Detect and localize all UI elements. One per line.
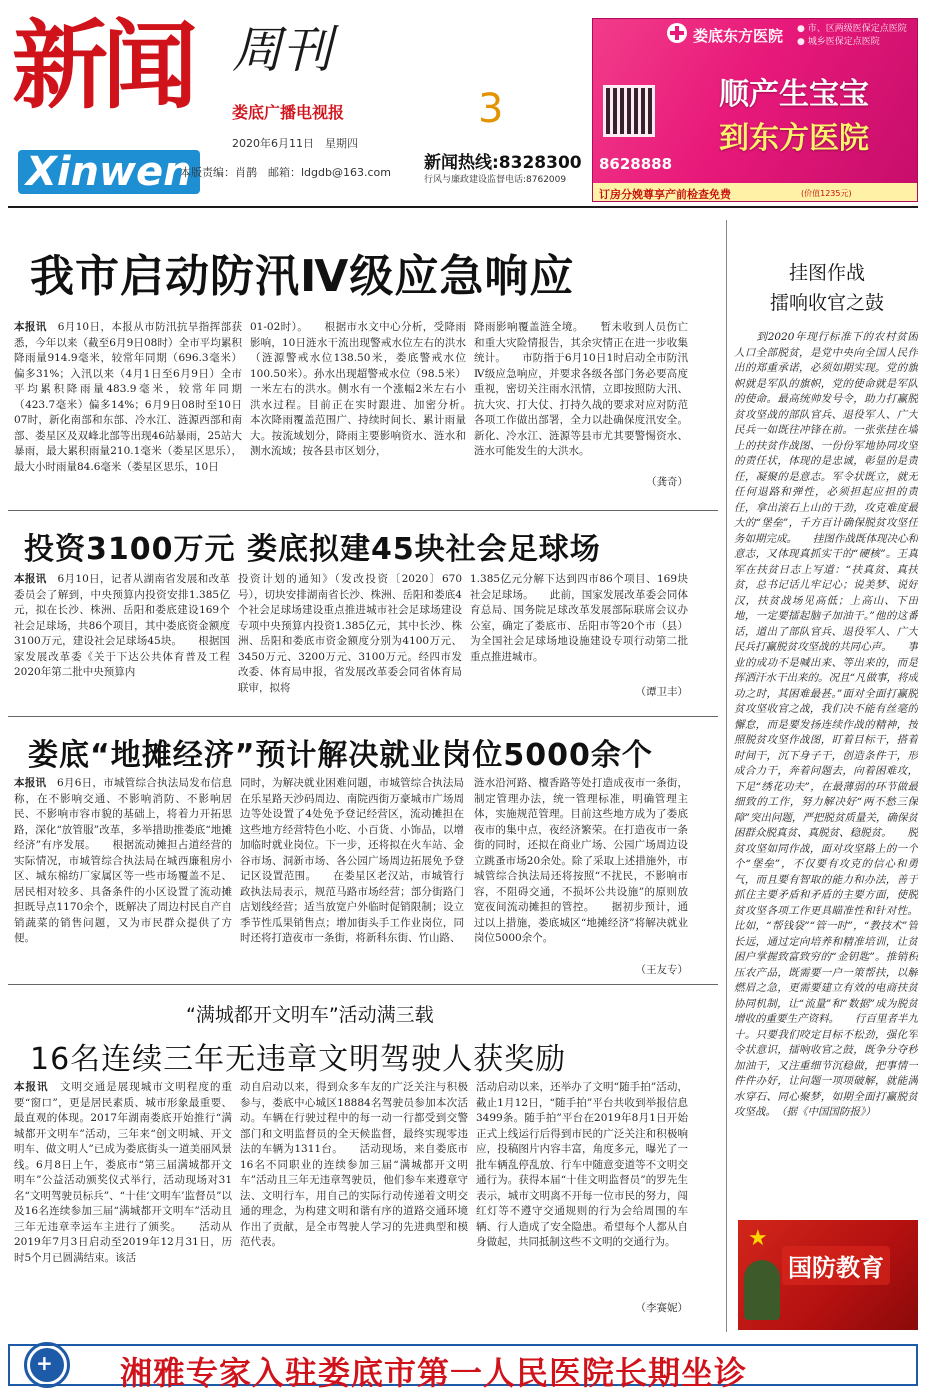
cross-icon: + <box>36 1351 53 1375</box>
article3-col3: 涟水沿河路、檀香路等处打造成夜市一条街，制定管理办法，统一管理标准，明确管理主体，实施规范管理。目前这些地方成为了娄底夜市的集中点，夜经济繁荣。在打造夜市一条街的同时，还拟在商业广场、公园广场周边设立跳蚤市场20余处。除了采取上述措施外，市城管综合执法局还将按照“不扰民，不影响市容，不阻碍交通，不损坏公共设施”的原则放宽夜间流动摊担的管控。 据初步预计，通过以上措施，娄底城区“地摊经济”将解决就业岗位5000余个。 <box>474 777 688 944</box>
ad-tag: ● 市、区两级医保定点医院 <box>797 24 907 34</box>
article-lead: 本报讯 <box>14 1081 49 1093</box>
ad-tag: ● 城乡医保定点医院 <box>797 37 880 47</box>
masthead-date: 2020年6月11日 星期四 <box>232 137 358 150</box>
article1-col1 <box>14 320 242 496</box>
article2-byline: （谭卫丰） <box>635 686 688 698</box>
masthead-editor: 本版责编：肖鹊 邮箱：ldgdb@163.com <box>180 166 391 179</box>
section-divider <box>8 984 718 985</box>
defense-label: 国防教育 <box>782 1246 890 1285</box>
defense-education-badge <box>738 1220 918 1330</box>
sidebar-body: 到2020年现行标准下的农村贫困人口全部脱贫，是党中央向全国人民作出的郑重承诺，必须如期实现。党的旗帜就是军队的旗帜，党的使命就是军队的使命。最高统帅发号令，助力打赢脱贫攻坚战的部队官兵、退役军人、广大民兵一如既往冲锋在前。一张张挂在墙上的扶贫作战图、一份份军地协同攻坚的责任状，体现的是忠诚，彰显的是责任，凝聚的是意志。军令状既立，就无任何退路和弹性，必须担起应担的责任，拿出滚石上山的干劲，攻克难度最大的“堡垒”，千方百计确保脱贫攻坚任务如期完成。 挂图作战既体现决心和意志，又体现真抓实干的“硬核”。王真军在扶贫日志上写道：“扶真贫、真扶贫，总书记话儿牢记心；说美梦、说好汉，扶贫战场见高低；上高山、下田地，一定要擂起脑子加油干。”他的这番话，道出了部队官兵、退役军人、广大民兵打赢脱贫攻坚战的共同心声。 事业的成功不是喊出来、等出来的，而是挥洒汗水干出来的。况且“凡做事，将成功之时，其困难最甚。”面对全面打赢脱贫攻坚收官之战，我们决不能有丝毫的懈怠，而是要发扬连续作战的精神，按照脱贫攻坚作战图，盯着目标干，搭着时间干，沉下身子干，创造条件干，形成合力干，奔着问题去，向着困难攻，下足“绣花功夫”，在最薄弱的环节做最细致的工作，努力解决好“两不愁三保障”突出问题，严把脱贫质量关，确保贫困群众脱真贫、真脱贫、稳脱贫。 脱贫攻坚如同作战，面对攻坚路上的一个个“堡垒”，不仅要有攻克的信心和勇气，而且要有智取的能力和办法，善于抓住主要矛盾和矛盾的主要方面，使脱贫攻坚各项工作更具瞄准性和针对性。比如，“帮钱袋”“管一时”，“教技术”管长远，通过定向培养和精准培训，让贫困户掌握致富致穷的“金钥匙”。推销积压农产品，既需要一户一策帮扶，以解燃眉之急，更需要建立有效的电商扶贫协同机制，让“流量”和“数据”成为脱贫增收的重要生产资料。 行百里者半九十。只要我们咬定目标不松劲，强化军令状意识，擂响收官之鼓，既争分夺秒加油干，又注重细节沉稳做，把事情一件件办好，让问题一项项破解，就能满水穿石、同心聚梦，如期全面打赢脱贫攻坚战。 （据《中国国防报》） <box>734 331 918 1118</box>
article-lead: 本报讯 <box>14 777 47 789</box>
hospital-logo-icon <box>30 1348 64 1382</box>
article2-headline: 投资3100万元 娄底拟建45块社会足球场 <box>24 532 601 567</box>
section-divider <box>8 716 718 717</box>
masthead-rule <box>8 206 918 208</box>
sidebar-title <box>734 258 920 318</box>
article2-col2: 投资计划的通知》（发改投资〔2020〕670号），切块安排湖南省长沙、株洲、岳阳和娄底4个社会足球场建设重点推进城市社会足球场建设专项中央预算内投资1.385亿元，其中长沙、株洲、岳阳和娄底市资金额度分别为4100万元、3450万元、3200万元、3100万元。经四市发改委、体育局申报，省发展改革委会同省体育局联审，拟将 <box>238 573 462 694</box>
star-icon: ★ <box>748 1226 768 1251</box>
sidebar-title-line: 擂响收官之鼓 <box>769 292 884 314</box>
article3-col2: 同时，为解决就业困难问题，市城管综合执法局在乐星路天沙码周边、南院西街万豪城市广场周边等处设置了4处免予登记经营区，流动摊担在这些地方经营特色小吃、小百货、小饰品，以增加临时就业岗位。下一步，还将拟在火车站、金谷市场、洞新市场、各公园广场周边拓展免予登记区设置范围。 在娄星区老汉站，市城管行政执法局表示，规范马路市场经营；部分街路门店划线经营；适当放宽户外临时促销限制；设立季节性瓜果销售点；增加街头手工作业岗位，同时还将打造夜市一条街，将新科东街、竹山路、 <box>240 777 464 944</box>
sidebar-title-line: 挂图作战 <box>788 262 865 284</box>
article-text: 文明交通是展现城市文明程度的重要“窗口”，更是居民素质、城市形象最重要、最直观的体现。2017年湖南娄底开始推行“满城都开文明车”活动，三年来“创文明城、开文明车、做文明人”已成为娄底街头一道美丽风景线。6月8日上午，娄底市“第三届满城都开文明车”公益活动颁奖仪式举行，活动现场对31名“文明驾驶员标兵”、“十佳‘文明车’监督员”以及16名连续参加三届“满城都开文明车”活动且三年无违章幸运车主进行了颁奖。 活动从2019年7月3日启动至2019年12月31日，历时5个月已圆满结束。该活 <box>14 1081 232 1264</box>
section-divider <box>8 510 718 511</box>
article4-col1 <box>14 1080 232 1318</box>
page-number: 3 <box>478 86 504 132</box>
article1-col2: 01-02时）。 根据市水文中心分析，受降雨影响，10日涟水干流出现警戒水位左右的洪水（涟源警戒水位138.50米，娄底警戒水位100.50米）。孙水出现超警戒水位（98.5米）一米左右的洪水。侧水有一个涨幅2米左右小洪水过程。目前正在实时跟进、加密分析。 本次降雨覆盖范围广、持续时间长、累计雨量大。按流域划分，降雨主要影响资水、涟水和测水流域；按各县市区划分， <box>250 321 466 457</box>
masthead-weekly: 周刊 <box>232 21 332 79</box>
article4-headline: 16名连续三年无违章文明驾驶人获奖励 <box>30 1042 567 1077</box>
article4-kicker: “满城都开文明车”活动满三载 <box>186 1004 434 1026</box>
article-text: 6月10日，本报从市防汛抗旱指挥部获悉，今年以来（截至6月9日08时）全市平均累积降雨量914.9毫米，较常年同期（696.3毫米）偏多31%；入汛以来（4月1日至6月9日）全市平均累积降雨量483.9毫米，较常年同期（423.7毫米）偏多14%；6月9日08时至10日07时，新化南部和东部、冷水江、涟源西部和南部、娄星区及双峰北部等出现46站暴雨，25站大暴雨，最大累积雨量210.1毫米（娄星区思乐），最大小时雨量84.6毫米（娄星区思乐，10日 <box>14 321 242 473</box>
soldier-icon <box>744 1260 780 1320</box>
article-text: 6月10日，记者从湖南省发展和改革委员会了解到，中央预算内投资安排1.385亿元，拟在长沙、株洲、岳阳和娄底建设169个社会足球场，共86个项目，其中娄底资金额度3100万元，建设社会足球场45块。 根据国家发展改革委《关于下达公共体育普及工程2020年第二批中央预算内 <box>14 573 230 678</box>
ad-hospital-name: 娄底东方医院 <box>693 27 784 45</box>
hotline: 新闻热线:8328300 <box>424 153 582 173</box>
masthead-title: 新闻 <box>12 10 192 122</box>
article4-col3: 活动启动以来，还举办了文明“随手拍”活动，截止1月12日，“随手拍”平台共收到举报信息3499条。随手拍”平台在2019年8月1日开始正式上线运行后得到市民的广泛关注和积极响应，投稿图片内容丰富，角度多元，曝光了一批车辆乱停乱放、行车中随意变道等不文明交通行为。获得本届“十佳文明监督员”的罗先生表示，城市文明离不开每一位市民的努力，闯红灯等不遵守交通规则的行为会给周围的车辆、行人造成了安全隐患。希望每个人都从自身做起，共同抵制这些不文明的交通行为。 <box>476 1081 688 1248</box>
ad-headline: 到东方医院 <box>719 121 869 156</box>
masthead-latin: Xinwen <box>18 150 200 194</box>
article2-col1 <box>14 572 230 706</box>
report-line: 行风与廉政建设监督电话:8762009 <box>424 175 567 185</box>
sidebar-divider <box>726 220 727 1332</box>
article4-byline: （李赛妮） <box>635 1302 688 1314</box>
article1-headline: 我市启动防汛Ⅳ级应急响应 <box>30 251 575 302</box>
ad-headline: 顺产生宝宝 <box>719 77 869 112</box>
masthead-publisher: 娄底广播电视报 <box>232 103 345 122</box>
ad-bar-price: (价值1235元) <box>801 189 852 198</box>
article1-col3: 降雨影响覆盖涟全境。 暂未收到人员伤亡和重大灾险情报告，其余灾情正在进一步收集统计。 市防指于6月10日1时启动全市防汛Ⅳ级应急响应，并要求各级各部门务必要高度重视，密切关注雨水汛情，立即按照防大汛、抗大灾、打大仗、打持久战的要求对应对防范各项工作做出部署，全力以赴确保度汛安全。新化、冷水江、涟源等县市尤其要警惕资水、涟水可能发生的大洪水。 <box>474 321 688 457</box>
article3-byline: （王友专） <box>635 964 688 976</box>
hospital-ad[interactable] <box>592 18 918 202</box>
article-lead: 本报讯 <box>14 573 47 585</box>
article3-headline: 娄底“地摊经济”预计解决就业岗位5000余个 <box>28 738 653 773</box>
banner-text: 湘雅专家入驻娄底市第一人民医院长期坐诊 <box>120 1354 748 1390</box>
qr-code-icon <box>603 85 655 137</box>
article3-col1 <box>14 776 232 972</box>
article4-col2: 动自启动以来，得到众多车友的广泛关注与积极参与，娄底中心城区18884名驾驶员参加本次活动。车辆在行驶过程中的每一动一行都受到交警部门和文明监督员的全天候监督，最终实现零违法的车辆为1311台。 活动现场，来自娄底市16名不同职业的连续参加三届“满城都开文明车”活动且三年无违章驾驶员，他们参车来遵章守法、文明行车，用自己的实际行动传递着文明交通的理念，为构建文明和谐有序的道路交通环境作出了贡献，是全市驾驶人学习的先进典型和模范代表。 <box>240 1081 468 1248</box>
article-text: 6月6日，市城管综合执法局发布信息称，在不影响交通、不影响消防、不影响居民、不影响市容市貌的基础上，将着力开拓思路，深化“放管服”改革，多举措助推娄底“地摊经济”有序发展。 根据流动摊担占道经营的实际情况，市城管综合执法局在城西廉租房小区、城东棉纺厂家属区等一些市场覆盖不足、居民相对较多、具备条件的小区设置了流动摊担既导点1170余个，既解决了周边村民自产自销蔬菜的销售问题，又为市民群众提供了方便。 <box>14 777 232 944</box>
ad-bar-text: 订房分娩尊享产前检查免费 <box>599 188 731 201</box>
article-lead: 本报讯 <box>14 321 47 333</box>
hospital-logo-icon <box>667 23 687 43</box>
ad-phone: 8628888 <box>599 155 673 173</box>
article1-byline: （龚奇） <box>646 476 688 488</box>
hospital-banner[interactable] <box>8 1344 918 1390</box>
article2-col3: 1.385亿元分解下达到四市86个项目、169块社会足球场。 此前，国家发展改革委会同体育总局、国务院足球改革发展部际联席会议办公室，确定了娄底市、岳阳市等20个市（县）为全国社会足球场地设施建设专项行动第二批重点推进城市。 <box>470 573 688 663</box>
